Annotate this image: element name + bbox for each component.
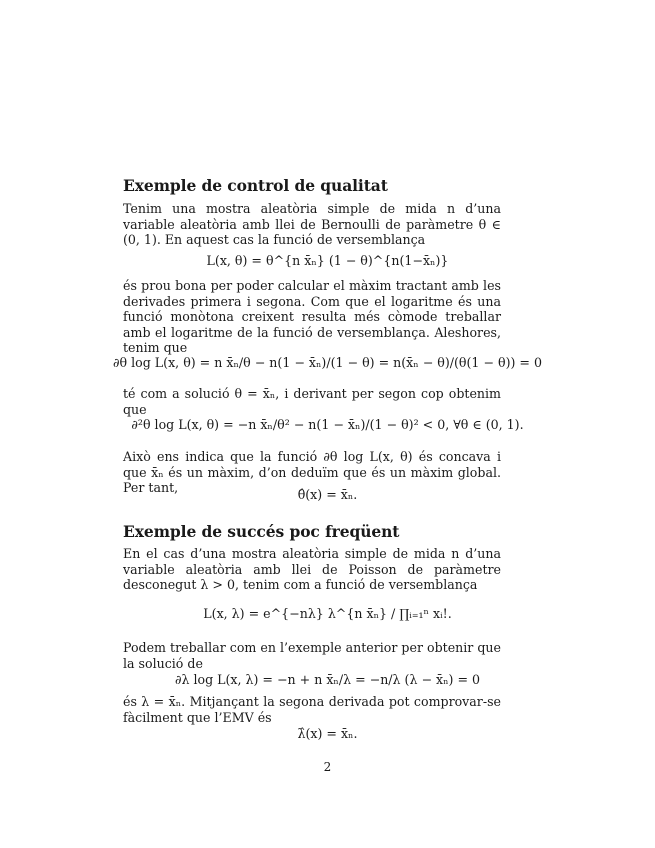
equation-text: L(x, θ) = θ^{n x̄ₙ} (1 − θ)^{n(1−x̄ₙ)} bbox=[206, 253, 449, 268]
paragraph-text: té com a solució θ = x̄ₙ, i derivant per segon cop obtenim que bbox=[123, 386, 501, 417]
equation-text: L(x, λ) = e^{−nλ} λ^{n x̄ₙ} / ∏ᵢ₌₁ⁿ xᵢ!. bbox=[203, 606, 452, 621]
paragraph bbox=[123, 694, 501, 725]
paragraph-text: és λ = x̄ₙ. Mitjançant la segona derivada pot comprovar-se fàcilment que l’EMV és bbox=[123, 694, 501, 725]
paragraph bbox=[123, 201, 501, 248]
paragraph-text: En el cas d’una mostra aleatòria simple de mida n d’una variable aleatòria amb llei de Poisson de paràmetre desconegut λ > 0, tenim com a funció de versemblança bbox=[123, 546, 501, 592]
equation-poisson-derivative bbox=[0, 672, 655, 688]
equation-text: ∂θ log L(x, θ) = n x̄ₙ/θ − n(1 − x̄ₙ)/(1 − θ) = n(x̄ₙ − θ)/(θ(1 − θ)) = 0 bbox=[113, 355, 542, 370]
paragraph bbox=[123, 386, 501, 417]
paragraph-text: Tenim una mostra aleatòria simple de mida n d’una variable aleatòria amb llei de Bernoulli de paràmetre θ ∈ (0, 1). En aquest cas la funció de versemblança bbox=[123, 201, 501, 247]
equation-text: λ̂(x) = x̄ₙ. bbox=[297, 726, 358, 741]
equation-second-derivative bbox=[0, 417, 655, 433]
section-quality-control bbox=[123, 176, 501, 195]
equation-text: θ̂(x) = x̄ₙ. bbox=[297, 487, 358, 502]
paragraph bbox=[123, 546, 501, 593]
section-heading: Exemple de control de qualitat bbox=[123, 176, 388, 195]
section-heading: Exemple de succés poc freqüent bbox=[123, 522, 400, 541]
paragraph-text: Això ens indica que la funció ∂θ log L(x, θ) és concava i que x̄ₙ és un màxim, d’on deduïm que és un màxim global. Per tant, bbox=[123, 449, 501, 495]
equation-likelihood-bernoulli bbox=[0, 253, 655, 269]
equation-estimator-lambda bbox=[0, 726, 655, 742]
equation-text: ∂²θ log L(x, θ) = −n x̄ₙ/θ² − n(1 − x̄ₙ)/(1 − θ)² < 0, ∀θ ∈ (0, 1). bbox=[131, 417, 524, 432]
page-number: 2 bbox=[323, 760, 332, 774]
section-rare-event bbox=[123, 522, 501, 541]
equation-likelihood-poisson bbox=[0, 606, 655, 622]
equation-text: ∂λ log L(x, λ) = −n + n x̄ₙ/λ = −n/λ (λ − x̄ₙ) = 0 bbox=[174, 672, 481, 687]
paragraph-text: Podem treballar com en l’exemple anterior per obtenir que la solució de bbox=[123, 640, 501, 671]
paragraph-text: és prou bona per poder calcular el màxim tractant amb les derivades primera i segona. Com que el logaritme és una funció monòtona creixent resulta més còmode treballar amb el logaritme de la funció de versemblança. Aleshores, tenim que bbox=[123, 278, 501, 355]
paragraph bbox=[123, 640, 501, 671]
paragraph bbox=[123, 278, 501, 356]
equation-first-derivative bbox=[0, 355, 655, 371]
equation-estimator-theta bbox=[0, 487, 655, 503]
